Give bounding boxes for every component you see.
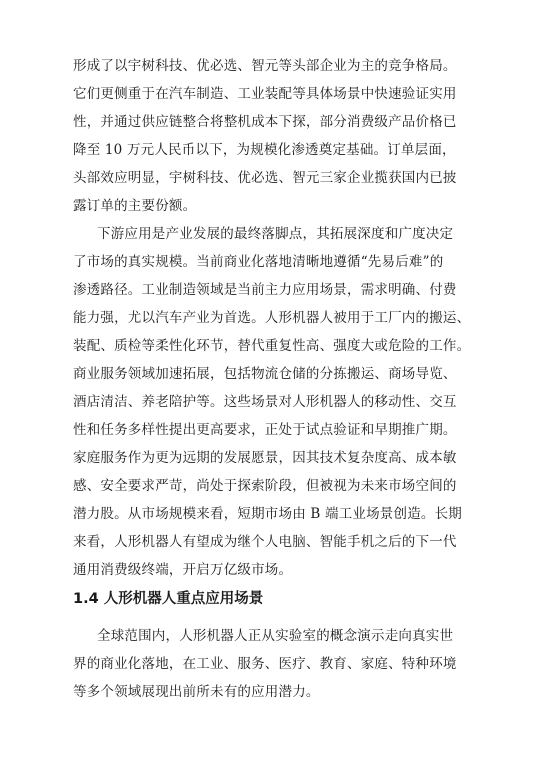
paragraph-2-line-6: 商业服务领域加速拓展，包括物流仓储的分拣搬运、商场导览、 [73,366,457,382]
paragraph-1-line-5: 头部效应明显，宇树科技、优必选、智元三家企业揽获国内已披 [73,170,457,186]
paragraph-3-line-1: 全球范围内，人形机器人正从实验室的概念演示走向真实世 [97,628,454,644]
paragraph-2-line-3: 渗透路径。工业制造领域是当前主力应用场景，需求明确、付费 [73,282,457,298]
paragraph-3-line-2: 界的商业化落地，在工业、服务、医疗、教育、家庭、特种环境 [73,656,457,672]
paragraph-2-line-12: 来看，人形机器人有望成为继个人电脑、智能手机之后的下一代 [73,534,457,550]
paragraph-2-line-4: 能力强，尤以汽车产业为首选。人形机器人被用于工厂内的搬运、 [73,310,471,326]
paragraph-2-line-10: 感、安全要求严苛，尚处于探索阶段，但被视为未来市场空间的 [73,478,457,494]
paragraph-1-line-2: 它们更侧重于在汽车制造、工业装配等具体场景中快速验证实用 [73,86,457,102]
section-title: 人形机器人重点应用场景 [103,591,264,607]
paragraph-2-line-1: 下游应用是产业发展的最终落脚点，其拓展深度和广度决定 [97,226,454,242]
paragraph-2-line-5: 装配、质检等柔性化环节，替代重复性高、强度大或危险的工作。 [73,338,471,354]
section-heading [73,586,465,612]
paragraph-1-line-3: 性，并通过供应链整合将整机成本下探，部分消费级产品价格已 [73,114,457,130]
paragraph-2-line-11: 潜力股。从市场规模来看，短期市场由 B 端工业场景创造。长期 [73,506,463,522]
paragraph-2-line-8: 性和任务多样性提出更高要求，正处于试点验证和早期推广期。 [73,422,457,438]
paragraph-2-line-13: 通用消费级终端，开启万亿级市场。 [73,562,293,578]
paragraph-1-line-6: 露订单的主要份额。 [73,198,197,214]
section-number: 1.4 [73,591,99,607]
paragraph-3-line-3: 等多个领域展现出前所未有的应用潜力。 [73,684,320,700]
paragraph-2-line-9: 家庭服务作为更为远期的发展愿景，因其技术复杂度高、成本敏 [73,450,457,466]
paragraph-2-line-2: 了市场的真实规模。当前商业化落地清晰地遵循“先易后难”的 [73,254,444,270]
paragraph-1-line-4: 降至 10 万元人民币以下，为规模化渗透奠定基础。订单层面， [73,142,456,158]
paragraph-2-line-7: 酒店清洁、养老陪护等。这些场景对人形机器人的移动性、交互 [73,394,457,410]
paragraph-1-line-1: 形成了以宇树科技、优必选、智元等头部企业为主的竞争格局。 [73,58,457,74]
